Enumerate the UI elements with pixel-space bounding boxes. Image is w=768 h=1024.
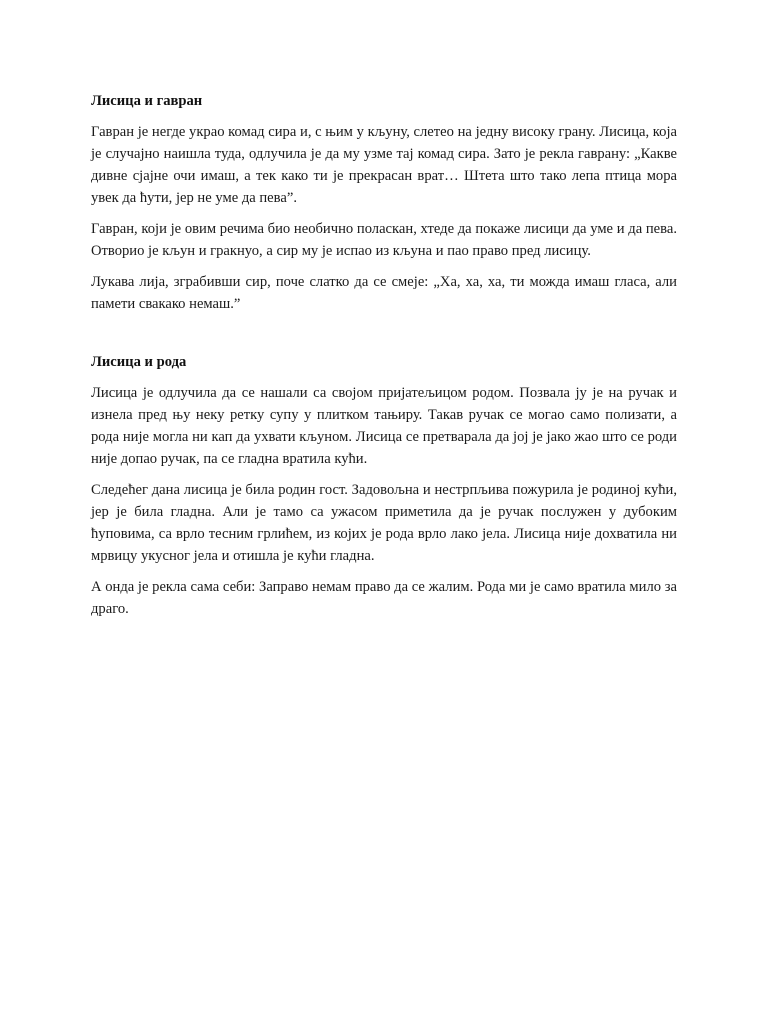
story-paragraph: Лисица је одлучила да се нашали са својом пријатељицом родом. Позвала ју је на ручак и изнела пред њу неку ретку супу у плитком тањиру. Такав ручак се могао само полизати, а рода није могла ни кап да ухвати кљуном. Лисица се претварала да јој је јако жао што се роди није допао ручак, па се гладна вратила кући.: [91, 385, 677, 467]
story-fox-and-stork: [91, 351, 677, 620]
story-title: Лисица и гавран: [91, 93, 203, 109]
story-paragraph: Гавран, који је овим речима био необично поласкан, хтеде да покаже лисици да уме и да пева. Отворио је кљун и гракнуо, а сир му је испао из кљуна и пао право пред лисицу.: [91, 221, 677, 259]
story-paragraph: А онда је рекла сама себи: Заправо немам право да се жалим. Рода ми је само вратила мило за драго.: [91, 579, 677, 617]
story-paragraph: Следећег дана лисица је била родин гост. Задовољна и нестрпљива пожурила је родиној кући, јер је била гладна. Али је тамо са ужасом приметила да је ручак послужен у дубоким ћуповима, са врло тесним грлићем, из којих је рода врло лако јела. Лисица није дохватила ни мрвицу укусног јела и отишла је кући гладна.: [91, 482, 677, 564]
story-paragraph: Гавран је негде украо комад сира и, с њим у кљуну, слетео на једну високу грану. Лисица, која је случајно наишла туда, одлучила је да му узме тај комад сира. Зато је рекла гаврану: „Какве дивне сјајне очи имаш, а тек како ти је прекрасан врат… Штета што тако лепа птица мора увек да ћути, јер не уме да пева”.: [91, 124, 677, 206]
story-paragraph: Лукава лија, зграбивши сир, поче слатко да се смеје: „Ха, ха, ха, ти можда имаш гласа, али памети свакако немаш.”: [91, 274, 677, 312]
document-body: [91, 90, 677, 629]
story-fox-and-raven: [91, 90, 677, 315]
story-title: Лисица и рода: [91, 354, 187, 370]
